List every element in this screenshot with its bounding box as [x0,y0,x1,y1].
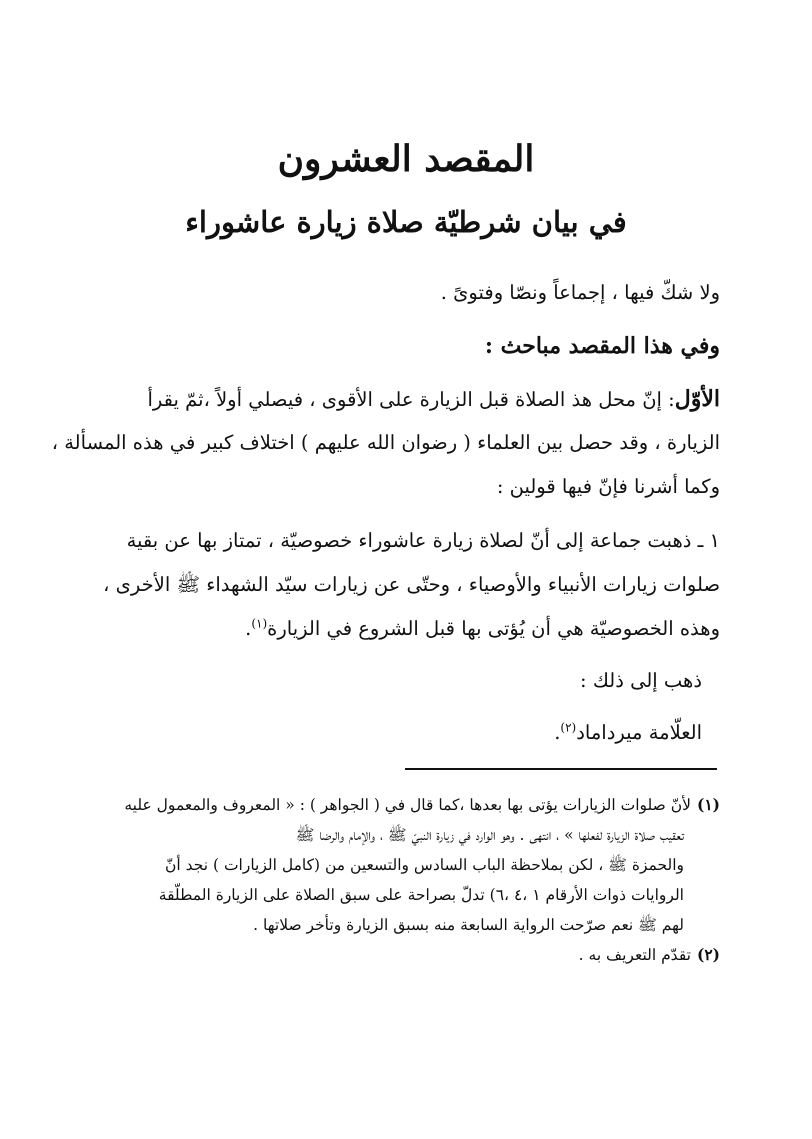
footnote-2-number: (٢) [696,945,720,964]
opinion-one-line-2: صلوات زيارات الأنبياء والأوصياء ، وحتّى عن زيارات سيّد الشهداء ﷺ الأخرى ، [103,573,720,596]
page-title: المقصد العشرون [277,138,535,180]
first-topic-text: : إنّ محل هذ الصلاة قبل الزيارة على الأقوى ، فيصلي أولاً ،ثمّ يقرأ [147,388,675,411]
footnote-2-text: تقدّم التعريف به . [578,946,691,964]
footnote-1-line-1 [90,790,720,820]
footnote-1-line-5 [90,910,720,940]
went-to-that-line: ذهب إلى ذلك : [580,669,702,692]
opinion-one-line-1: ١ ـ ذهبت جماعة إلى أنّ لصلاة زيارة عاشوراء خصوصيّة ، تمتاز بها عن بقية [126,529,720,552]
footnote-1-text-3: والحمزة ﷺ ، لكن بملاحظة الباب السادس والتسعين من (كامل الزيارات ) نجد أنّ [164,856,684,874]
intro-paragraph: ولا شكّ فيها ، إجماعاً ونصّا وفتوىً . [440,281,720,304]
sentence-end: . [245,617,252,640]
footnote-1-line-2 [90,820,720,850]
scholar-line [90,712,702,754]
footnote-ref-2: (٢) [560,720,577,735]
footnote-1-line-3 [90,850,720,880]
footnote-1-line-4 [90,880,720,910]
first-topic-line-2: الزيارة ، وقد حصل بين العلماء ( رضوان الله عليهم ) اختلاف كبير في هذه المسألة ، [51,431,720,454]
first-topic-line-1 [90,378,720,421]
opinion-one-line-3 [90,608,720,650]
footnote-divider [405,768,717,770]
opinion-one-text: وهذه الخصوصيّة هي أن يُؤتى بها قبل الشروع في الزيارة [267,617,720,640]
footnote-1-text-2: تعقيب صلاة الزيارة لفعلها » ، انتهى . وهو الوارد في زيارة النبيّ ﷺ ، والإمام والرضا ﷺ [295,826,684,844]
footnote-ref-1: (١) [251,616,268,631]
footnote-1-text: لأنّ صلوات الزيارات يؤتى بها بعدها ،كما قال في ( الجواهر ) : « المعروف والمعمول عليه [124,796,691,814]
page-subtitle: في بيان شرطيّة صلاة زيارة عاشوراء [185,205,627,239]
footnote-1-text-4: الروايات ذوات الأرقام ١ ،٤ ،٦) تدلّ بصراحة على سبق الصلاة على الزيارة المطلّقة [158,886,684,904]
section-heading: وفي هذا المقصد مباحث : [484,333,720,359]
footnote-1-number: (١) [696,795,720,814]
first-topic-lead: الأوّل [674,386,720,412]
first-topic-line-3: وكما أشرنا فإنّ فيها قولين : [496,475,720,498]
scholar-name: العلّامة ميرداماد [576,721,702,744]
scholar-end: . [554,721,561,744]
footnote-2-line [90,940,720,970]
footnote-1-text-5: لهم ﷺ نعم صرّحت الرواية السابعة منه بسبق الزيارة وتأخر صلاتها . [253,916,684,934]
